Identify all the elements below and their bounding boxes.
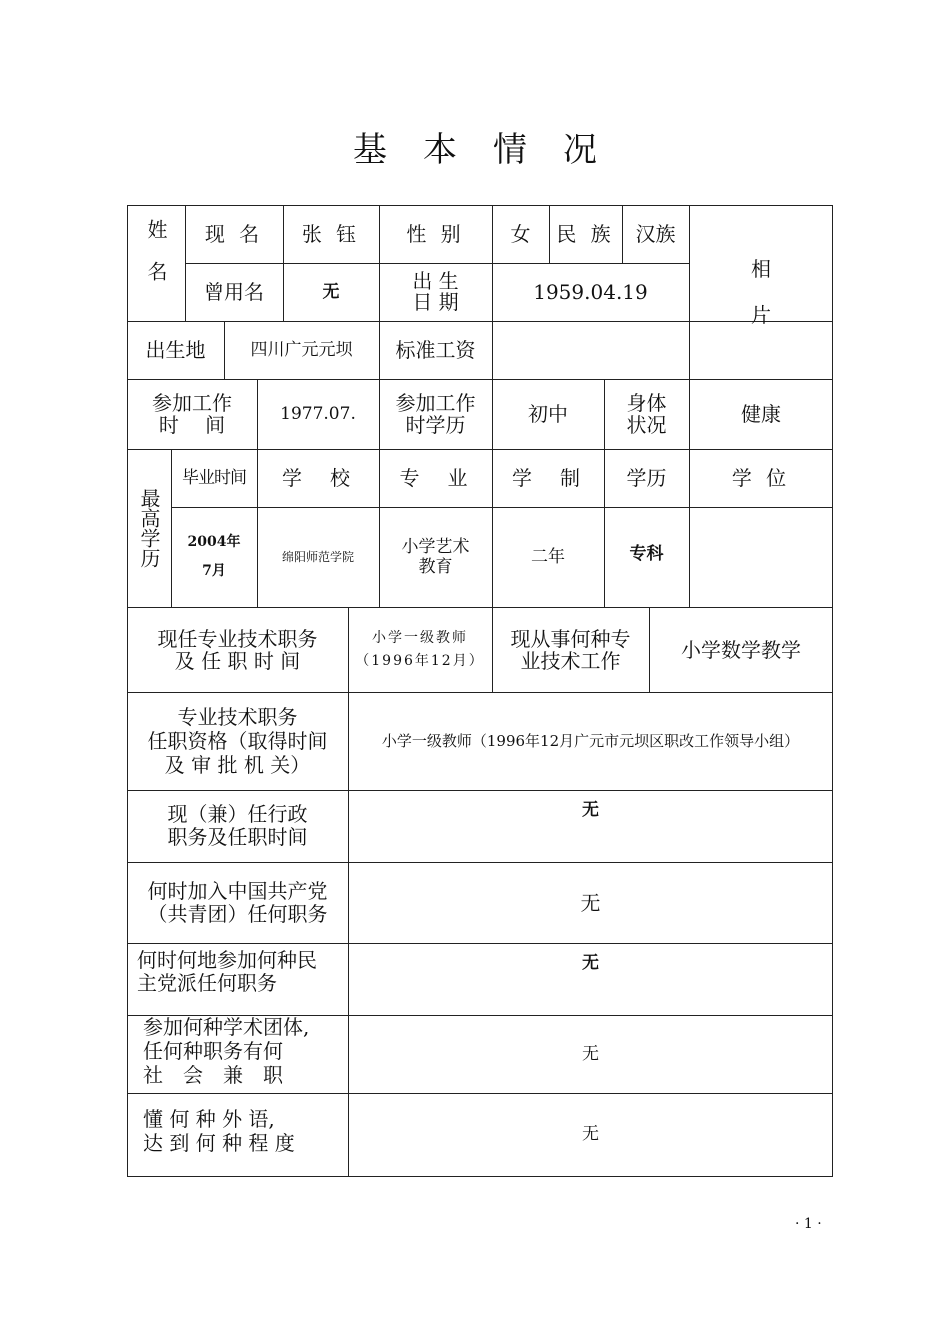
edu-school: 绵阳师范学院 bbox=[281, 549, 354, 564]
edu-header-degree: 学 位 bbox=[731, 466, 791, 490]
page-title: 基本情况 bbox=[353, 130, 633, 170]
academic-label: 参加何种学术团体, 任何种职务有何 社 会 兼 职 bbox=[143, 1015, 310, 1087]
edu-duration: 二年 bbox=[531, 546, 565, 567]
current-title-label: 现任专业技术职务 及 任 职 时 间 bbox=[157, 626, 318, 673]
ethnicity-value: 汉族 bbox=[635, 222, 676, 246]
work-start-edu-value: 初中 bbox=[528, 402, 568, 426]
basic-info-form bbox=[127, 205, 833, 1177]
party-label: 何时加入中国共产党 （共青团）任何职务 bbox=[147, 878, 328, 926]
admin-post-label: 现（兼）任行政 职务及任职时间 bbox=[167, 802, 308, 849]
admin-post-value: 无 bbox=[582, 800, 599, 820]
edu-degree bbox=[689, 507, 833, 607]
former-name-label: 曾用名 bbox=[204, 280, 264, 304]
highest-edu-label: 最高学历 bbox=[137, 488, 161, 568]
current-work-label: 现从事何种专 业技术工作 bbox=[510, 626, 631, 673]
edu-major: 小学艺术 教育 bbox=[401, 536, 470, 577]
qualification-value: 小学一级教师（1996年12月广元市元坝区职改工作领导小组） bbox=[381, 732, 800, 750]
academic-value: 无 bbox=[582, 1043, 599, 1064]
salary-value bbox=[492, 321, 689, 379]
current-work-value: 小学数学教学 bbox=[681, 637, 801, 662]
edu-header-duration: 学 制 bbox=[512, 466, 584, 490]
democratic-party-value: 无 bbox=[582, 953, 599, 973]
page-number: · 1 · bbox=[795, 1216, 822, 1232]
work-start-value: 1977.07. bbox=[280, 403, 356, 424]
work-start-edu-label: 参加工作 时学历 bbox=[395, 391, 476, 437]
edu-header-grad-time: 毕业时间 bbox=[182, 467, 246, 488]
work-start-label: 参加工作 时 间 bbox=[152, 391, 232, 437]
name-group-label: 姓名 bbox=[144, 219, 168, 303]
current-title-value: 小学一级教师 （1996年12月） bbox=[355, 630, 485, 669]
qualification-label: 专业技术职务 任职资格（取得时间 及 审 批 机 关） bbox=[147, 705, 328, 777]
democratic-party-label: 何时何地参加何种民 主党派任何职务 bbox=[137, 948, 317, 995]
health-label: 身体 状况 bbox=[626, 391, 667, 437]
edu-degree-level: 专科 bbox=[629, 543, 664, 564]
birthplace-label: 出生地 bbox=[145, 338, 206, 362]
party-value: 无 bbox=[580, 890, 601, 915]
edu-header-degree-level: 学历 bbox=[626, 466, 667, 490]
photo-box: 相 片 bbox=[751, 257, 771, 327]
current-name-value: 张 钰 bbox=[301, 222, 361, 246]
health-value: 健康 bbox=[741, 402, 781, 426]
gender-value: 女 bbox=[510, 222, 531, 246]
birthplace-value: 四川广元元坝 bbox=[250, 339, 353, 360]
gender-label: 性 别 bbox=[406, 222, 465, 246]
edu-grad-time: 2004年 7月 bbox=[187, 533, 241, 580]
birth-date-label: 出 生 日 期 bbox=[412, 269, 459, 314]
ethnicity-label: 民 族 bbox=[556, 222, 615, 246]
language-label: 懂 何 种 外 语, 达 到 何 种 程 度 bbox=[143, 1107, 295, 1155]
birth-date-value: 1959.04.19 bbox=[533, 280, 648, 304]
edu-header-school: 学 校 bbox=[282, 466, 354, 490]
current-name-label: 现 名 bbox=[204, 222, 264, 246]
edu-header-major: 专 业 bbox=[399, 466, 472, 490]
salary-label: 标准工资 bbox=[395, 338, 476, 362]
former-name-value: 无 bbox=[322, 281, 340, 302]
language-value: 无 bbox=[582, 1124, 599, 1145]
